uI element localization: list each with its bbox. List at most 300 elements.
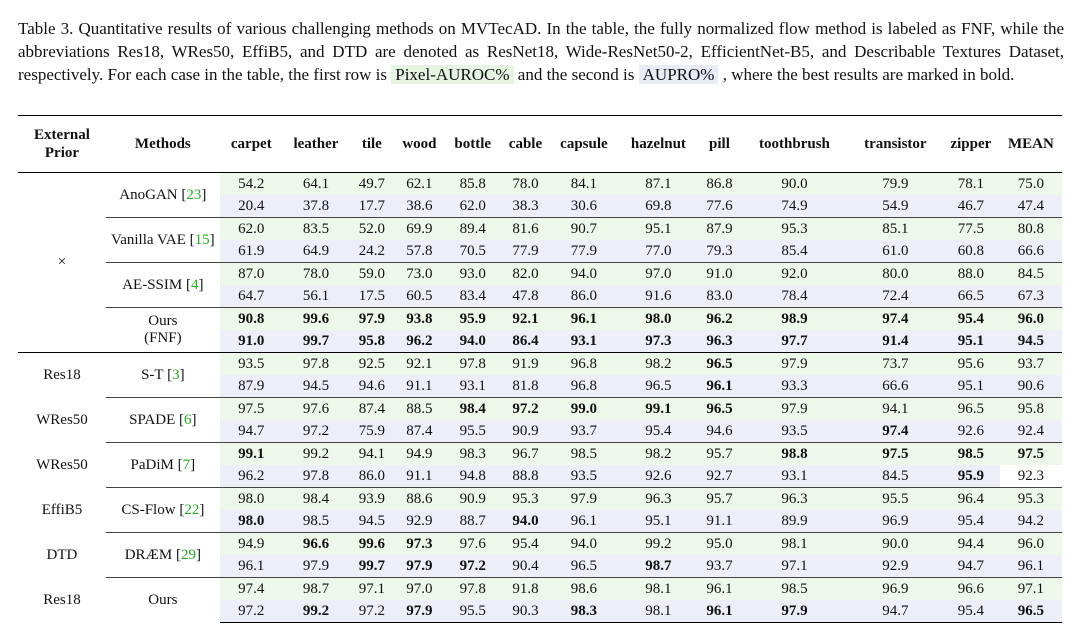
pixel-auroc-value: 93.8: [395, 308, 445, 331]
pixel-auroc-value: 95.7: [699, 488, 740, 511]
aupro-value: 93.1: [740, 465, 849, 488]
pixel-auroc-value: 97.5: [1000, 443, 1062, 466]
table-row: [18, 263, 1062, 286]
method-name: CS-Flow: [121, 501, 176, 518]
aupro-value: 97.8: [283, 465, 349, 488]
citation-link[interactable]: 7: [182, 456, 191, 473]
table-row: [18, 533, 1062, 556]
citation-link[interactable]: 4: [190, 276, 199, 293]
results-table: [18, 115, 1062, 623]
aupro-value: 64.7: [220, 285, 283, 308]
aupro-value: 78.4: [740, 285, 849, 308]
aupro-value: 77.9: [550, 240, 618, 263]
aupro-value: 96.2: [220, 465, 283, 488]
aupro-value: 20.4: [220, 195, 283, 218]
pixel-auroc-value: 98.8: [740, 443, 849, 466]
pixel-auroc-value: 97.3: [395, 533, 445, 556]
table-row: [18, 218, 1062, 241]
aupro-value: 91.4: [849, 330, 942, 353]
method-name: DRÆM: [124, 546, 173, 563]
pixel-auroc-value: 86.8: [699, 173, 740, 196]
aupro-value: 84.5: [849, 465, 942, 488]
aupro-value: 98.3: [550, 600, 618, 623]
aupro-value: 61.0: [849, 240, 942, 263]
aupro-value: 62.0: [444, 195, 501, 218]
pixel-auroc-value: 96.5: [699, 398, 740, 421]
pixel-auroc-value: 78.0: [501, 173, 550, 196]
aupro-value: 87.9: [220, 375, 283, 398]
header-category: MEAN: [1000, 116, 1062, 173]
pixel-auroc-value: 97.5: [849, 443, 942, 466]
pixel-auroc-value: 97.6: [283, 398, 349, 421]
aupro-value: 93.7: [550, 420, 618, 443]
aupro-value: 91.1: [395, 375, 445, 398]
pixel-auroc-value: 97.2: [501, 398, 550, 421]
pixel-auroc-value: 83.5: [283, 218, 349, 241]
table-row: [18, 398, 1062, 421]
aupro-value: 37.8: [283, 195, 349, 218]
pixel-auroc-value: 97.9: [550, 488, 618, 511]
header-category: transistor: [849, 116, 942, 173]
pixel-auroc-value: 95.4: [942, 308, 1000, 331]
aupro-value: 97.2: [283, 420, 349, 443]
aupro-value: 95.8: [349, 330, 395, 353]
method-name: PaDiM: [130, 456, 174, 473]
aupro-value: 56.1: [283, 285, 349, 308]
method-name: AE-SSIM: [122, 276, 183, 293]
aupro-value: 96.1: [1000, 555, 1062, 578]
aupro-value: 97.9: [740, 600, 849, 623]
table-row: [18, 173, 1062, 196]
aupro-value: 91.0: [220, 330, 283, 353]
aupro-value: 97.9: [283, 555, 349, 578]
pixel-auroc-value: 96.7: [501, 443, 550, 466]
aupro-value: 94.0: [444, 330, 501, 353]
aupro-value: 61.9: [220, 240, 283, 263]
citation-link[interactable]: 29: [180, 546, 196, 563]
aupro-value: 86.0: [349, 465, 395, 488]
pixel-auroc-value: 98.6: [550, 578, 618, 601]
pixel-auroc-value: 96.6: [942, 578, 1000, 601]
pixel-auroc-value: 90.0: [740, 173, 849, 196]
pixel-auroc-value: 98.0: [220, 488, 283, 511]
citation-link[interactable]: 23: [186, 186, 202, 203]
pixel-auroc-value: 96.5: [942, 398, 1000, 421]
header-category: pill: [699, 116, 740, 173]
pixel-auroc-value: 73.7: [849, 353, 942, 376]
aupro-value: 74.9: [740, 195, 849, 218]
aupro-value: 90.4: [501, 555, 550, 578]
pixel-auroc-value: 98.2: [618, 443, 699, 466]
citation-link[interactable]: 6: [184, 411, 192, 428]
aupro-value: 60.8: [942, 240, 1000, 263]
aupro-value: 38.3: [501, 195, 550, 218]
pixel-auroc-value: 98.7: [283, 578, 349, 601]
aupro-value: 96.1: [699, 600, 740, 623]
external-prior-cell: EffiB5: [18, 488, 106, 533]
aupro-value: 77.0: [618, 240, 699, 263]
pixel-auroc-value: 81.6: [501, 218, 550, 241]
citation-link[interactable]: 22: [184, 501, 200, 518]
pixel-auroc-value: 64.1: [283, 173, 349, 196]
pixel-auroc-value: 99.1: [618, 398, 699, 421]
pixel-auroc-value: 97.8: [444, 353, 501, 376]
aupro-value: 57.8: [395, 240, 445, 263]
aupro-value: 96.8: [550, 375, 618, 398]
aupro-value: 72.4: [849, 285, 942, 308]
pixel-auroc-value: 91.0: [699, 263, 740, 286]
aupro-value: 93.3: [740, 375, 849, 398]
pixel-auroc-value: 95.4: [501, 533, 550, 556]
table-row: [18, 488, 1062, 511]
external-prior-cell: ×: [18, 173, 106, 353]
pixel-auroc-value: 49.7: [349, 173, 395, 196]
pixel-auroc-value: 92.1: [395, 353, 445, 376]
aupro-value: 97.1: [740, 555, 849, 578]
pixel-auroc-value: 62.1: [395, 173, 445, 196]
aupro-value: 97.2: [444, 555, 501, 578]
method-cell: S-T [3]: [106, 353, 220, 398]
aupro-value: 92.4: [1000, 420, 1062, 443]
pixel-auroc-value: 91.9: [501, 353, 550, 376]
pixel-auroc-value: 98.0: [618, 308, 699, 331]
aupro-value: 94.8: [444, 465, 501, 488]
caption-text-3: , where the best results are marked in bold.: [718, 65, 1015, 84]
aupro-value: 97.7: [740, 330, 849, 353]
pixel-auroc-value: 99.6: [283, 308, 349, 331]
aupro-value: 79.3: [699, 240, 740, 263]
aupro-value: 99.2: [283, 600, 349, 623]
aupro-value: 92.9: [395, 510, 445, 533]
method-cell: [106, 308, 220, 353]
aupro-value: 96.1: [220, 555, 283, 578]
pixel-auroc-value: 98.3: [444, 443, 501, 466]
aupro-value: 90.6: [1000, 375, 1062, 398]
aupro-value: 93.5: [550, 465, 618, 488]
pixel-auroc-value: 90.7: [550, 218, 618, 241]
pixel-auroc-value: 52.0: [349, 218, 395, 241]
metric-aupro: AUPRO%: [639, 65, 719, 84]
header-row: [18, 116, 1062, 173]
pixel-auroc-value: 96.6: [283, 533, 349, 556]
table-row: [18, 353, 1062, 376]
external-prior-cell: WRes50: [18, 398, 106, 443]
pixel-auroc-value: 96.3: [740, 488, 849, 511]
method-name: Ours: [148, 591, 178, 608]
method-name-suffix: (FNF): [144, 330, 182, 346]
pixel-auroc-value: 88.0: [942, 263, 1000, 286]
pixel-auroc-value: 99.2: [618, 533, 699, 556]
method-cell: [106, 578, 220, 623]
aupro-value: 97.2: [349, 600, 395, 623]
aupro-value: 93.1: [550, 330, 618, 353]
aupro-value: 96.5: [1000, 600, 1062, 623]
method-cell: CS-Flow [22]: [106, 488, 220, 533]
method-cell: AE-SSIM [4]: [106, 263, 220, 308]
aupro-value: 95.4: [942, 510, 1000, 533]
aupro-value: 94.6: [699, 420, 740, 443]
aupro-value: 93.5: [740, 420, 849, 443]
aupro-value: 85.4: [740, 240, 849, 263]
aupro-value: 98.5: [283, 510, 349, 533]
pixel-auroc-value: 75.0: [1000, 173, 1062, 196]
pixel-auroc-value: 96.0: [1000, 533, 1062, 556]
external-prior-cell: DTD: [18, 533, 106, 578]
aupro-value: 91.1: [699, 510, 740, 533]
pixel-auroc-value: 90.8: [220, 308, 283, 331]
aupro-value: 69.8: [618, 195, 699, 218]
pixel-auroc-value: 88.6: [395, 488, 445, 511]
aupro-value: 96.2: [395, 330, 445, 353]
pixel-auroc-value: 87.0: [220, 263, 283, 286]
pixel-auroc-value: 98.5: [740, 578, 849, 601]
aupro-value: 92.6: [618, 465, 699, 488]
aupro-value: 17.7: [349, 195, 395, 218]
pixel-auroc-value: 98.5: [942, 443, 1000, 466]
pixel-auroc-value: 96.8: [550, 353, 618, 376]
aupro-value: 93.1: [444, 375, 501, 398]
pixel-auroc-value: 92.5: [349, 353, 395, 376]
pixel-auroc-value: 96.3: [618, 488, 699, 511]
pixel-auroc-value: 98.9: [740, 308, 849, 331]
pixel-auroc-value: 87.4: [349, 398, 395, 421]
pixel-auroc-value: 96.2: [699, 308, 740, 331]
pixel-auroc-value: 82.0: [501, 263, 550, 286]
aupro-value: 96.9: [849, 510, 942, 533]
pixel-auroc-value: 93.5: [220, 353, 283, 376]
pixel-auroc-value: 90.9: [444, 488, 501, 511]
pixel-auroc-value: 94.1: [349, 443, 395, 466]
aupro-value: 94.2: [1000, 510, 1062, 533]
pixel-auroc-value: 96.1: [699, 578, 740, 601]
pixel-auroc-value: 95.5: [849, 488, 942, 511]
pixel-auroc-value: 98.1: [618, 578, 699, 601]
aupro-value: 88.7: [444, 510, 501, 533]
aupro-value: 95.4: [618, 420, 699, 443]
pixel-auroc-value: 92.1: [501, 308, 550, 331]
citation-link[interactable]: 15: [194, 231, 210, 248]
pixel-auroc-value: 94.0: [550, 263, 618, 286]
pixel-auroc-value: 98.4: [444, 398, 501, 421]
aupro-value: 90.9: [501, 420, 550, 443]
citation-link[interactable]: 3: [172, 366, 180, 383]
header-category: toothbrush: [740, 116, 849, 173]
aupro-value: 75.9: [349, 420, 395, 443]
table-row: [18, 308, 1062, 331]
aupro-value: 96.5: [550, 555, 618, 578]
pixel-auroc-value: 80.8: [1000, 218, 1062, 241]
pixel-auroc-value: 98.2: [618, 353, 699, 376]
aupro-value: 30.6: [550, 195, 618, 218]
aupro-value: 97.4: [849, 420, 942, 443]
pixel-auroc-value: 97.9: [740, 353, 849, 376]
aupro-value: 96.3: [699, 330, 740, 353]
pixel-auroc-value: 99.1: [220, 443, 283, 466]
pixel-auroc-value: 99.0: [550, 398, 618, 421]
aupro-value: 97.2: [220, 600, 283, 623]
pixel-auroc-value: 89.4: [444, 218, 501, 241]
metric-pixel-auroc: Pixel-AUROC%: [391, 65, 513, 84]
header-category: capsule: [550, 116, 618, 173]
aupro-value: 94.7: [942, 555, 1000, 578]
pixel-auroc-value: 87.1: [618, 173, 699, 196]
pixel-auroc-value: 99.6: [349, 533, 395, 556]
pixel-auroc-value: 99.2: [283, 443, 349, 466]
aupro-value: 93.7: [699, 555, 740, 578]
aupro-value: 38.6: [395, 195, 445, 218]
aupro-value: 83.0: [699, 285, 740, 308]
pixel-auroc-value: 62.0: [220, 218, 283, 241]
pixel-auroc-value: 97.4: [220, 578, 283, 601]
aupro-value: 24.2: [349, 240, 395, 263]
header-category: carpet: [220, 116, 283, 173]
aupro-value: 94.0: [501, 510, 550, 533]
aupro-value: 99.7: [283, 330, 349, 353]
method-cell: Vanilla VAE [15]: [106, 218, 220, 263]
pixel-auroc-value: 97.1: [349, 578, 395, 601]
pixel-auroc-value: 95.3: [740, 218, 849, 241]
pixel-auroc-value: 92.0: [740, 263, 849, 286]
header-category: tile: [349, 116, 395, 173]
pixel-auroc-value: 98.1: [740, 533, 849, 556]
aupro-value: 96.1: [550, 510, 618, 533]
header-category: bottle: [444, 116, 501, 173]
aupro-value: 91.1: [395, 465, 445, 488]
method-name: Vanilla VAE: [111, 231, 186, 248]
pixel-auroc-value: 96.5: [699, 353, 740, 376]
pixel-auroc-value: 94.4: [942, 533, 1000, 556]
aupro-value: 81.8: [501, 375, 550, 398]
aupro-value: 60.5: [395, 285, 445, 308]
pixel-auroc-value: 97.5: [220, 398, 283, 421]
aupro-value: 96.5: [618, 375, 699, 398]
pixel-auroc-value: 97.9: [740, 398, 849, 421]
pixel-auroc-value: 94.9: [395, 443, 445, 466]
pixel-auroc-value: 94.0: [550, 533, 618, 556]
aupro-value: 92.6: [942, 420, 1000, 443]
pixel-auroc-value: 90.0: [849, 533, 942, 556]
pixel-auroc-value: 87.9: [699, 218, 740, 241]
external-prior-cell: WRes50: [18, 443, 106, 488]
pixel-auroc-value: 84.5: [1000, 263, 1062, 286]
table-row: [18, 443, 1062, 466]
aupro-value: 94.5: [283, 375, 349, 398]
external-prior-cell: Res18: [18, 353, 106, 398]
pixel-auroc-value: 97.9: [349, 308, 395, 331]
aupro-value: 98.7: [618, 555, 699, 578]
header-category: zipper: [942, 116, 1000, 173]
aupro-value: 95.4: [942, 600, 1000, 623]
pixel-auroc-value: 73.0: [395, 263, 445, 286]
aupro-value: 95.1: [618, 510, 699, 533]
aupro-value: 86.0: [550, 285, 618, 308]
aupro-value: 54.9: [849, 195, 942, 218]
caption-text-1: Table 3. Quantitative results of various challenging methods on MVTecAD. In the table, the fully normalized flow method is labeled as FNF, while the abbreviations Res18, WRes50, EffiB5, and DTD are denoted as ResNet18, Wide-ResNet50-2, EfficientNet-B5, and Describable Textures Dataset, respectively. For each case in the table, the first row is: [18, 19, 1064, 84]
aupro-value: 64.9: [283, 240, 349, 263]
pixel-auroc-value: 94.1: [849, 398, 942, 421]
aupro-value: 94.5: [349, 510, 395, 533]
header-category: hazelnut: [618, 116, 699, 173]
pixel-auroc-value: 85.8: [444, 173, 501, 196]
method-cell: SPADE [6]: [106, 398, 220, 443]
aupro-value: 77.6: [699, 195, 740, 218]
pixel-auroc-value: 85.1: [849, 218, 942, 241]
pixel-auroc-value: 80.0: [849, 263, 942, 286]
aupro-value: 66.5: [942, 285, 1000, 308]
aupro-value: 86.4: [501, 330, 550, 353]
aupro-value: 97.9: [395, 600, 445, 623]
aupro-value: 92.3: [1000, 465, 1062, 488]
pixel-auroc-value: 97.0: [395, 578, 445, 601]
aupro-value: 98.1: [618, 600, 699, 623]
pixel-auroc-value: 96.4: [942, 488, 1000, 511]
pixel-auroc-value: 97.8: [444, 578, 501, 601]
pixel-auroc-value: 84.1: [550, 173, 618, 196]
pixel-auroc-value: 95.9: [444, 308, 501, 331]
aupro-value: 67.3: [1000, 285, 1062, 308]
pixel-auroc-value: 96.1: [550, 308, 618, 331]
pixel-auroc-value: 78.0: [283, 263, 349, 286]
method-name: AnoGAN: [119, 186, 178, 203]
aupro-value: 83.4: [444, 285, 501, 308]
aupro-value: 99.7: [349, 555, 395, 578]
pixel-auroc-value: 95.0: [699, 533, 740, 556]
pixel-auroc-value: 95.1: [618, 218, 699, 241]
method-cell: AnoGAN [23]: [106, 173, 220, 218]
pixel-auroc-value: 97.6: [444, 533, 501, 556]
table-row: [18, 578, 1062, 601]
aupro-value: 47.4: [1000, 195, 1062, 218]
pixel-auroc-value: 95.3: [1000, 488, 1062, 511]
method-name: Ours: [148, 313, 178, 329]
aupro-value: 17.5: [349, 285, 395, 308]
aupro-value: 95.5: [444, 600, 501, 623]
caption-text-2: and the second is: [513, 65, 639, 84]
header-category: wood: [395, 116, 445, 173]
pixel-auroc-value: 95.8: [1000, 398, 1062, 421]
method-name: SPADE: [129, 411, 176, 428]
pixel-auroc-value: 95.6: [942, 353, 1000, 376]
external-prior-cell: Res18: [18, 578, 106, 623]
pixel-auroc-value: 79.9: [849, 173, 942, 196]
aupro-value: 92.7: [699, 465, 740, 488]
pixel-auroc-value: 54.2: [220, 173, 283, 196]
aupro-value: 46.7: [942, 195, 1000, 218]
aupro-value: 95.5: [444, 420, 501, 443]
aupro-value: 88.8: [501, 465, 550, 488]
pixel-auroc-value: 96.0: [1000, 308, 1062, 331]
aupro-value: 91.6: [618, 285, 699, 308]
pixel-auroc-value: 59.0: [349, 263, 395, 286]
aupro-value: 94.7: [849, 600, 942, 623]
aupro-value: 98.0: [220, 510, 283, 533]
aupro-value: 77.9: [501, 240, 550, 263]
aupro-value: 96.1: [699, 375, 740, 398]
header-external-prior: External Prior: [18, 116, 106, 173]
aupro-value: 87.4: [395, 420, 445, 443]
method-name: S-T: [141, 366, 164, 383]
aupro-value: 95.1: [942, 330, 1000, 353]
pixel-auroc-value: 77.5: [942, 218, 1000, 241]
aupro-value: 66.6: [1000, 240, 1062, 263]
header-category: leather: [283, 116, 349, 173]
pixel-auroc-value: 93.0: [444, 263, 501, 286]
aupro-value: 92.9: [849, 555, 942, 578]
aupro-value: 70.5: [444, 240, 501, 263]
pixel-auroc-value: 98.4: [283, 488, 349, 511]
pixel-auroc-value: 97.1: [1000, 578, 1062, 601]
pixel-auroc-value: 97.4: [849, 308, 942, 331]
